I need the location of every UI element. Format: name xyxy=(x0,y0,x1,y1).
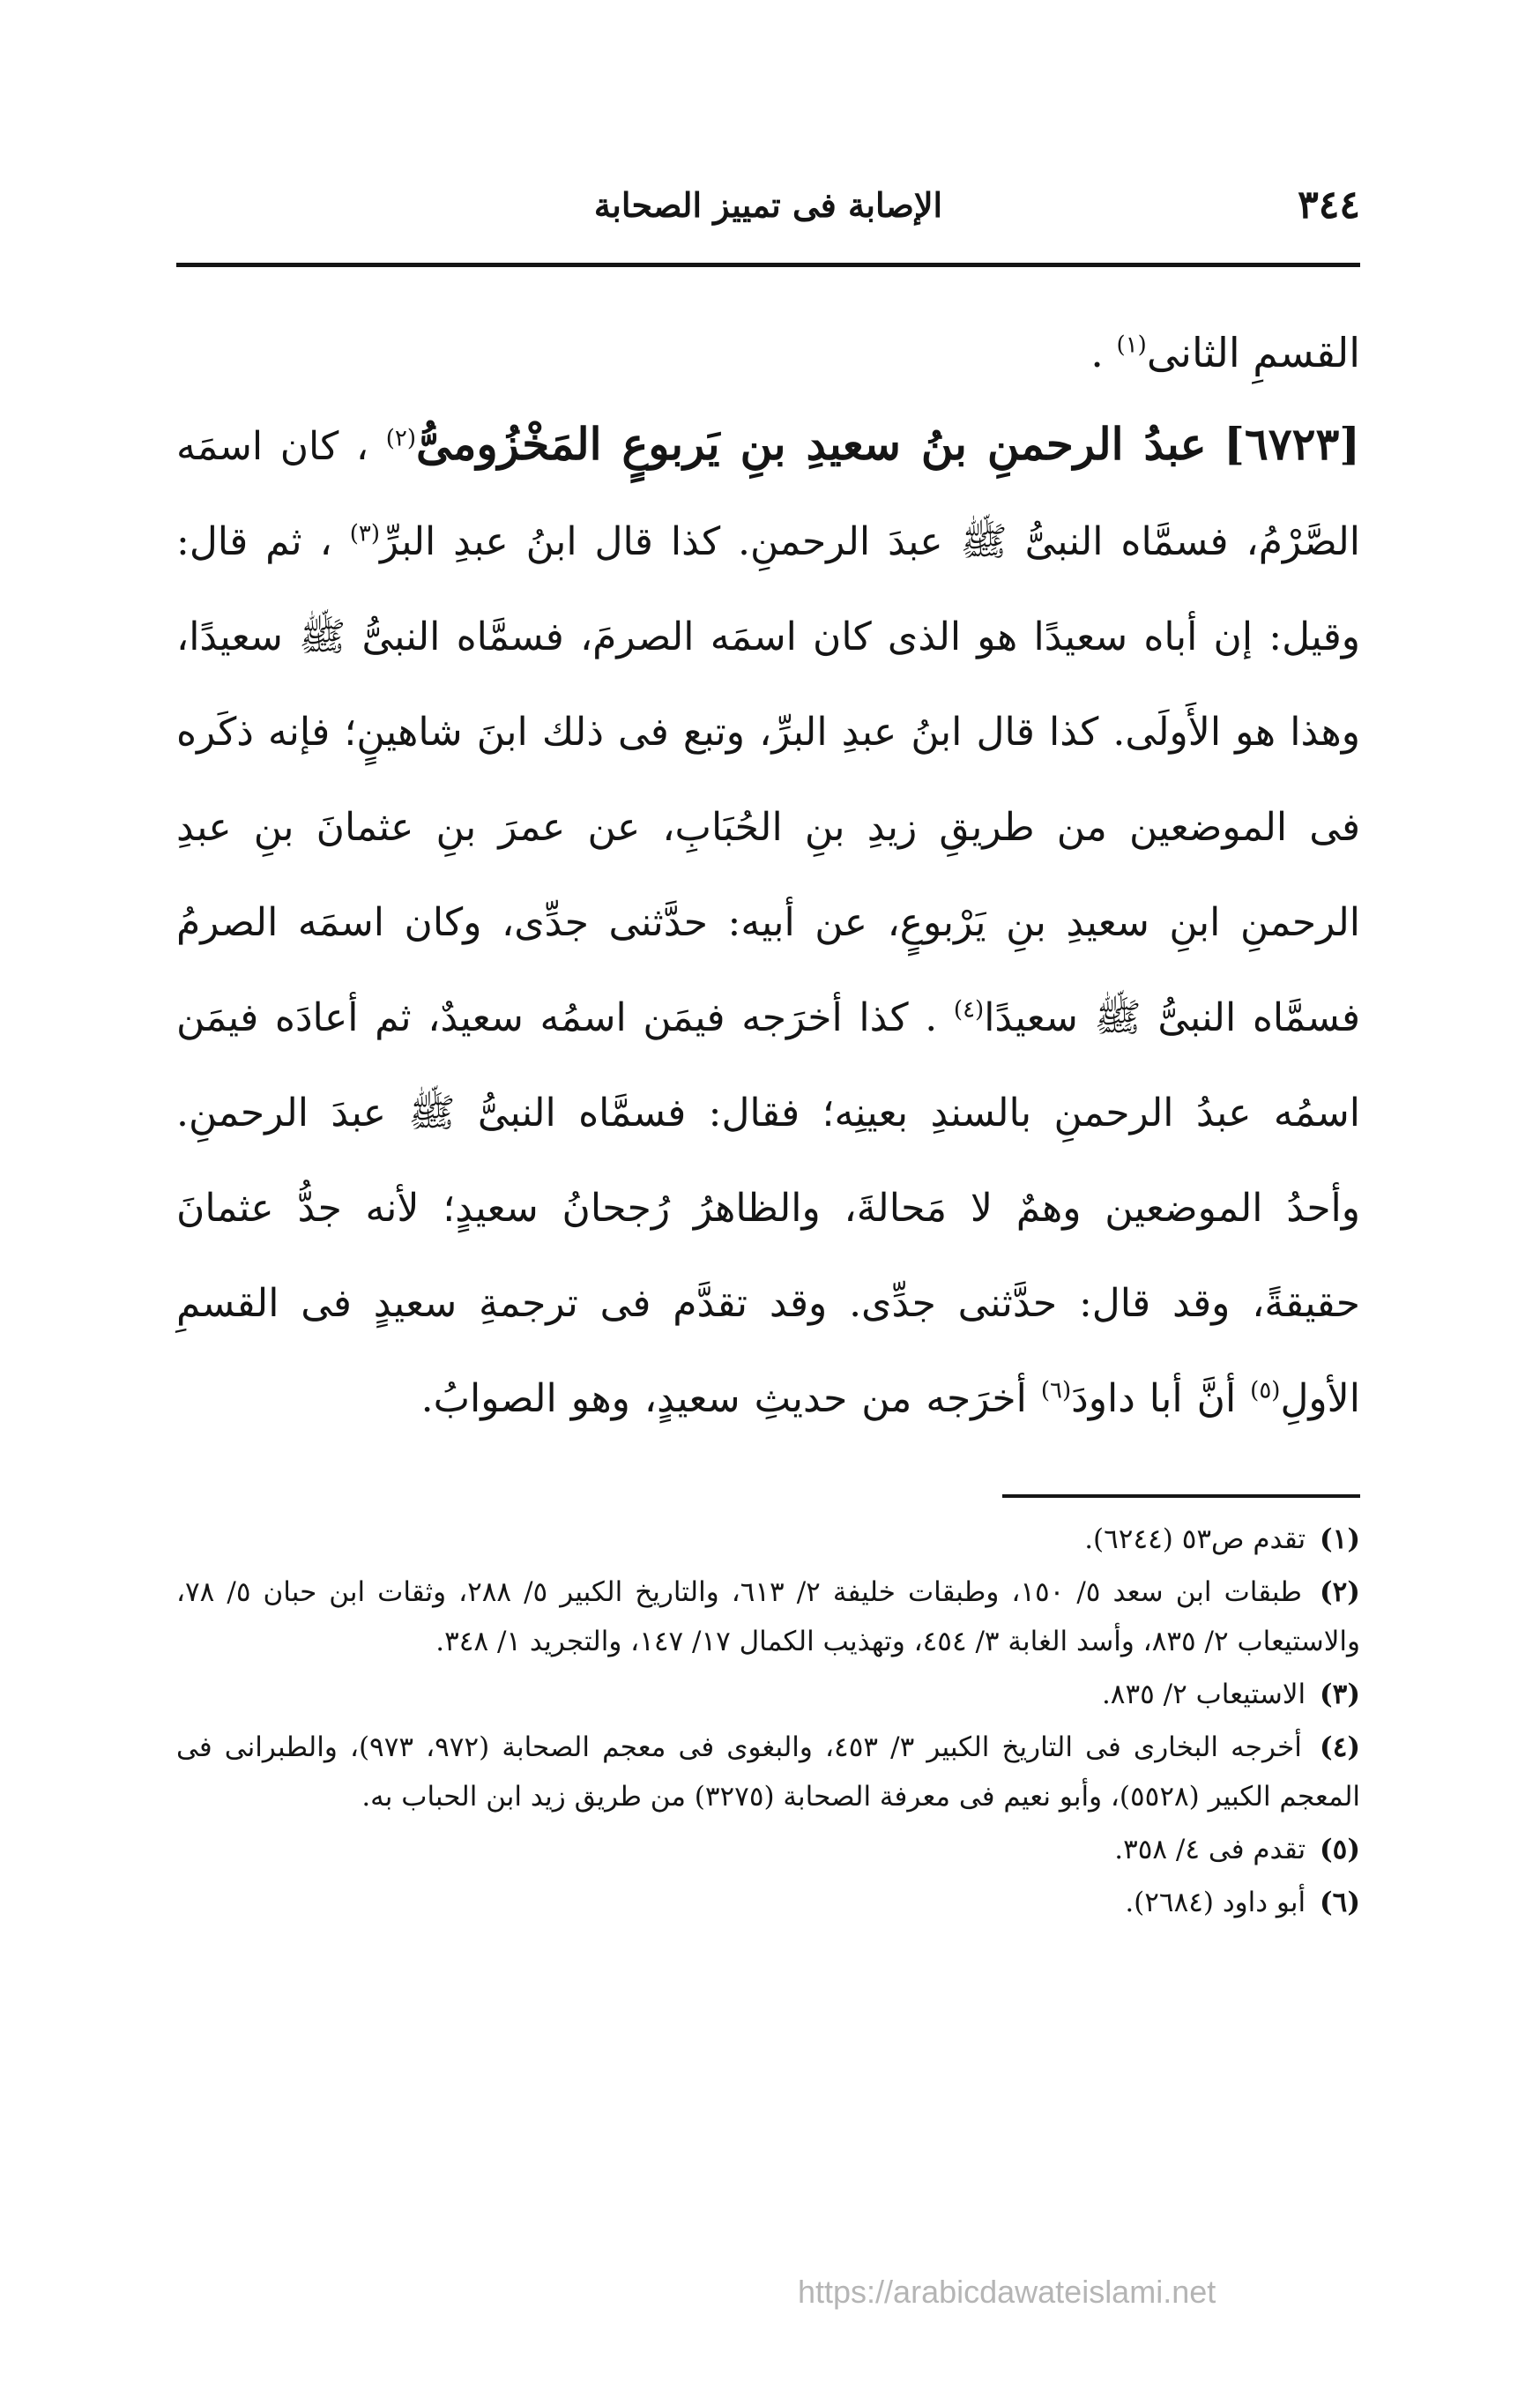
footnote-4 xyxy=(176,1723,1360,1821)
footnote-label: (٤) xyxy=(1320,1731,1361,1763)
footnote-text: تقدم ص٥٣ (٦٢٤٤). xyxy=(1084,1523,1306,1555)
running-title: الإصابة فى تمييز الصحابة xyxy=(593,185,943,225)
section-heading-text: القسمِ الثانى xyxy=(1146,329,1360,376)
page-header xyxy=(176,175,1360,236)
footnote-ref-5[interactable]: (٥) xyxy=(1250,1377,1281,1404)
entry-name: عبدُ الرحمنِ بنُ سعيدِ بنِ يَربوعٍ المَخْزُومىُّ xyxy=(416,418,1207,470)
footnote-text: الاستيعاب ٢/ ٨٣٥. xyxy=(1101,1679,1306,1710)
header-rule xyxy=(176,263,1360,267)
entry-paragraph xyxy=(176,397,1360,1447)
footnote-text: طبقات ابن سعد ٥/ ١٥٠، وطبقات خليفة ٢/ ٦١٣، والتاريخ الكبير ٥/ ٢٨٨، وثقات ابن حبان ٥/ ٧٨، والاستيعاب ٢/ ٨٣٥، وأسد الغابة ٣/ ٤٥٤، وتهذيب الكمال ١٧/ ١٤٧، والتجريد ١/ ٣٤٨. xyxy=(176,1576,1360,1657)
footnote-ref-1[interactable]: (١) xyxy=(1116,331,1147,359)
entry-text-part-1: ، كان اسمَه الصَّرْمُ، فسمَّاه النبىُّ ﷺ عبدَ الرحمنِ. كذا قال ابنُ عبدِ البرِّ xyxy=(176,424,1361,564)
footnote-ref-2[interactable]: (٢) xyxy=(385,425,416,452)
footnote-text: أخرجه البخارى فى التاريخ الكبير ٣/ ٤٥٣، والبغوى فى معجم الصحابة (٩٧٢، ٩٧٣)، والطبرانى فى المعجم الكبير (٥٥٢٨)، وأبو نعيم فى معرفة الصحابة (٣٢٧٥) من طريق زيد ابن الحباب به. xyxy=(176,1731,1360,1813)
footnote-6 xyxy=(176,1878,1360,1927)
footnote-1 xyxy=(176,1515,1360,1564)
entry-number: [٦٧٢٣] xyxy=(1224,418,1360,470)
main-text-block xyxy=(176,309,1360,1447)
entry-text-part-4: أنَّ أبا داودَ xyxy=(1071,1376,1237,1421)
footnote-text: تقدم فى ٤/ ٣٥٨. xyxy=(1114,1834,1306,1865)
entry-text-part-3: . كذا أخرَجه فيمَن اسمُه سعيدٌ، ثم أعادَه فيمَن اسمُه عبدُ الرحمنِ بالسندِ بعينِه؛ فقال: فسمَّاه النبىُّ ﷺ عبدَ الرحمنِ. وأحدُ الموضعين وهمٌ لا مَحالةَ، والظاهرُ رُجحانُ سعيدٍ؛ لأنه جدُّ عثمانَ حقيقةً، وقد قال: حدَّثنى جدِّى. وقد تقدَّم فى ترجمةِ سعيدٍ فى القسمِ الأولِ xyxy=(176,995,1361,1421)
footnote-ref-3[interactable]: (٣) xyxy=(349,520,381,547)
section-heading-end: . xyxy=(1090,329,1104,376)
footnote-rule xyxy=(1002,1494,1360,1498)
footnote-label: (٥) xyxy=(1320,1834,1360,1865)
footnote-5 xyxy=(176,1825,1360,1874)
footnote-label: (٦) xyxy=(1320,1887,1360,1918)
footnote-ref-4[interactable]: (٤) xyxy=(953,996,985,1024)
entry-text-part-2: ، ثم قال: وقيل: إن أباه سعيدًا هو الذى كان اسمَه الصرمَ، فسمَّاه النبىُّ ﷺ سعيدًا، وهذا هو الأَولَى. كذا قال ابنُ عبدِ البرِّ، وتبع فى ذلك ابنَ شاهينٍ؛ فإنه ذكَره فى الموضعين من طريقِ زيدِ بنِ الحُبَابِ، عن عمرَ بنِ عثمانَ بنِ عبدِ الرحمنِ ابنِ سعيدِ بنِ يَرْبوعٍ، عن أبيه: حدَّثنى جدِّى، وكان اسمَه الصرمُ فسمَّاه النبىُّ ﷺ سعيدًا xyxy=(176,519,1361,1040)
section-heading xyxy=(176,309,1360,397)
footnote-3 xyxy=(176,1670,1360,1719)
footnote-label: (١) xyxy=(1320,1523,1360,1555)
footnotes xyxy=(176,1515,1360,1931)
footnote-label: (٢) xyxy=(1319,1576,1360,1608)
footnote-ref-6[interactable]: (٦) xyxy=(1040,1377,1072,1404)
entry-text-part-5: أخرَجه من حديثِ سعيدٍ، وهو الصوابُ. xyxy=(420,1376,1027,1421)
page-number: ٣٤٤ xyxy=(1298,182,1360,227)
watermark-url: https://arabicdawateislami.net xyxy=(798,2274,1216,2310)
footnote-label: (٣) xyxy=(1320,1679,1360,1710)
footnote-text: أبو داود (٢٦٨٤). xyxy=(1125,1887,1306,1918)
footnote-2 xyxy=(176,1567,1360,1666)
